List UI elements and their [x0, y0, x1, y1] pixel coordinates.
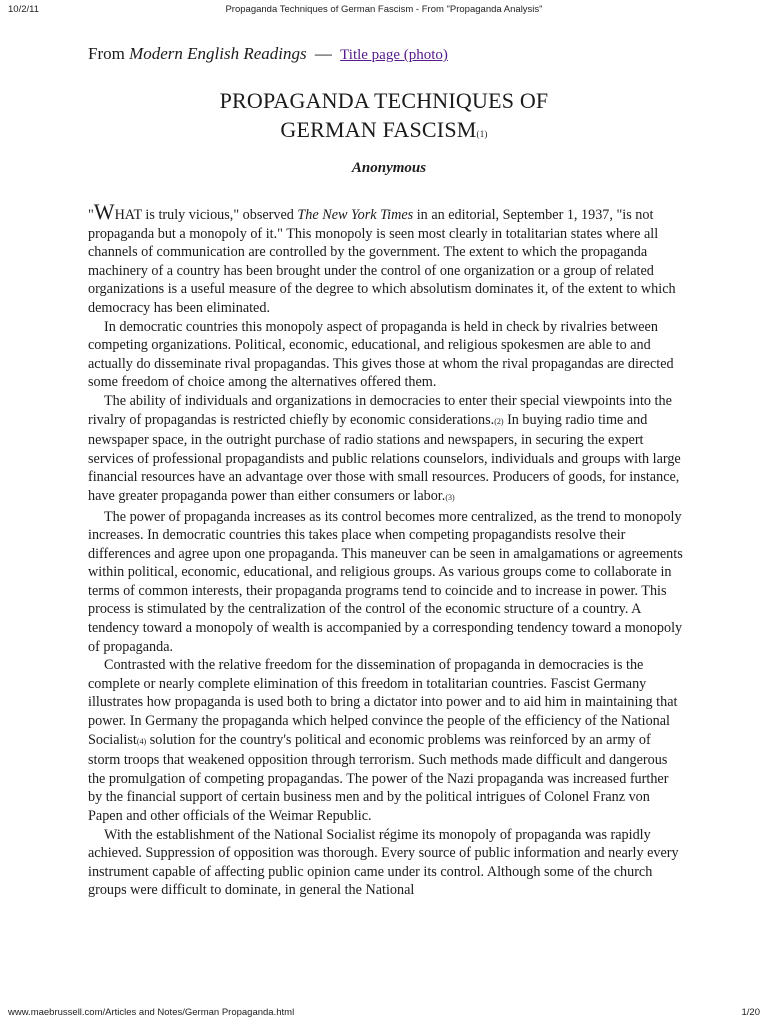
paragraph-6: With the establishment of the National Socialist régime its monopoly of propaganda was rapidly achieved. Suppression of opposition was thorough. Every source of public information and nearly every instrument capable of affecting public opinion came under its control. Although some of the church groups were difficult to dominate, in general the National [88, 826, 679, 899]
p3-text-b: In buying radio time and newspaper space, in the outright purchase of radio stations and newspapers, in securing the expert services of professional propagandists and public relations counselors, individuals and groups with large financial resources have an advantage over those with small resources. Producers of goods, for instance, have greater propaganda power than either consumers or labor. [88, 411, 681, 504]
publication-name: The New York Times [297, 207, 414, 223]
paragraph-5 [88, 656, 684, 825]
from-label: From [88, 44, 125, 63]
title-footnote-link[interactable]: (1) [476, 129, 488, 139]
article-body [88, 199, 684, 900]
footnote-link-3[interactable]: (3) [445, 492, 455, 502]
open-quote: " [88, 207, 94, 223]
paragraph-4: The power of propaganda increases as its control becomes more centralized, as the trend to monopoly increases. In democratic countries this takes place when competing propagandists resolve their differences and agree upon one propaganda. This maneuver can be seen in amalgamations or agreements within political, economic, educational, and religious groups. As various groups come to collaborate in terms of common interests, their propaganda programs tend to coincide and to increase in power. This process is stimulated by the centralization of the control of the economic structure of a country. A tendency toward a monopoly of wealth is accompanied by a corresponding tendency toward a monopoly of propaganda. [88, 508, 683, 655]
drop-cap: W [93, 199, 115, 224]
print-page-title: Propaganda Techniques of German Fascism - From "Propaganda Analysis" [225, 4, 543, 15]
p3-text-a: The ability of individuals and organizations in democracies to enter their special viewpoints into the rivalry of propagandas is restricted chiefly by economic considerations. [88, 392, 672, 428]
p1-text-b: in an editorial, September 1, 1937, "is not propaganda but a monopoly of it." This monopoly is seen most clearly in totalitarian states where all channels of communication are controlled by the government. The extent to which the propaganda machinery of a country has been brought under the control of one organization or a group of related organizations is a useful measure of the degree to which absolutism dominates it, of the extent to which democracy has been eliminated. [88, 207, 676, 316]
paragraph-3 [88, 392, 684, 508]
print-date: 10/2/11 [8, 4, 39, 15]
book-title: Modern English Readings [129, 44, 307, 63]
print-page-number: 1/20 [741, 1007, 760, 1018]
dash: — [314, 44, 332, 63]
print-url: www.maebrussell.com/Articles and Notes/German Propaganda.html [8, 1007, 295, 1018]
p5-text-a: Contrasted with the relative freedom for the dissemination of propaganda in democracies is the complete or nearly complete elimination of this freedom in totalitarian countries. Fascist Germany illustrates how propaganda is used both to bring a dictator into power and to aid him in maintaining that power. In Germany the propaganda which helped convince the people of the efficiency of the National Socialist [88, 657, 678, 748]
title-line-1: PROPAGANDA TECHNIQUES OF [219, 88, 549, 113]
title-line-2: GERMAN FASCISM [280, 117, 477, 142]
source-line [88, 44, 448, 64]
paragraph-1 [88, 199, 684, 318]
print-header [8, 4, 760, 20]
footnote-link-4[interactable]: (4) [136, 736, 147, 746]
page-title [0, 86, 768, 149]
author: Anonymous [351, 160, 427, 176]
footnote-link-2[interactable]: (2) [494, 416, 504, 426]
title-page-link[interactable]: Title page (photo) [340, 47, 448, 63]
paragraph-2: In democratic countries this monopoly aspect of propaganda is held in check by rivalries between competing organizations. Political, economic, educational, and religious spokesmen are able to and actually do disseminate rival propagandas. This gives those at whom the rival propagandas are directed some freedom of choice among the alternatives offered them. [88, 318, 674, 391]
print-footer [8, 1004, 760, 1018]
p5-text-b: solution for the country's political and economic problems was reinforced by an army of storm troops that weakened opposition through terrorism. Such methods made difficult and dangerous the promulgation of competing propagandas. The power of the Nazi propaganda was increased further by the financial support of certain business men and by the political intrigues of Colonel Franz von Papen and other officials of the Weimar Republic. [88, 731, 669, 824]
p1-text-a: HAT is truly vicious," observed [114, 207, 298, 223]
